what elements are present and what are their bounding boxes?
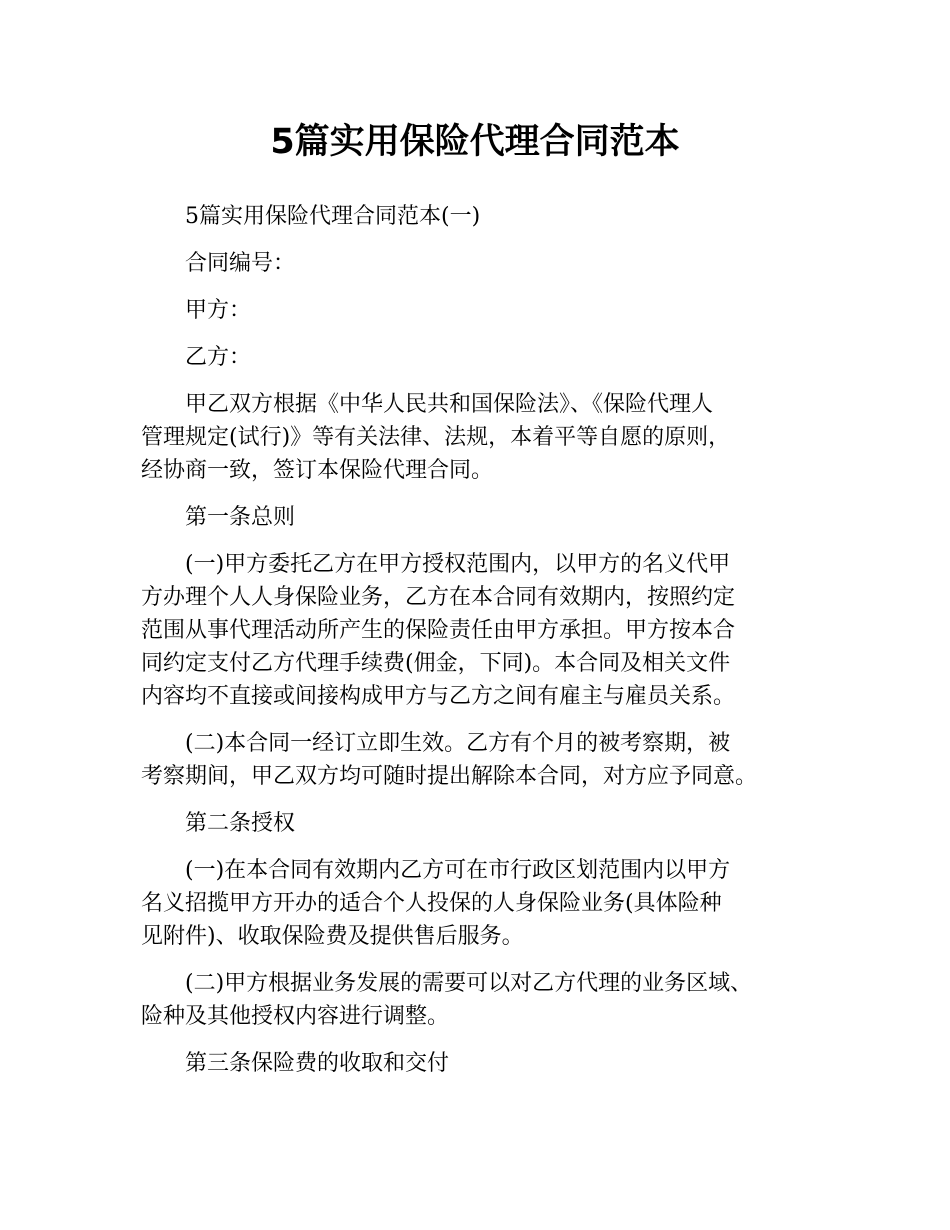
paragraph-article-1-clause-2: (二)本合同一经订立即生效。乙方有个月的被考察期，被 考察期间，甲乙双方均可随时提出解除本合同，对方应予同意。	[141, 731, 758, 789]
heading-article-1: 第一条总则	[185, 505, 296, 530]
document-body	[141, 200, 831, 1094]
paragraph-subtitle: 5篇实用保险代理合同范本(一)	[185, 204, 481, 229]
heading-article-2: 第二条授权	[185, 811, 296, 836]
heading-article-3: 第三条保险费的收取和交付	[185, 1051, 450, 1076]
paragraph-party-b: 乙方：	[185, 345, 252, 370]
paragraph-article-1-clause-1: (一)甲方委托乙方在甲方授权范围内，以甲方的名义代甲 方办理个人人身保险业务，乙方在本合同有效期内，按照约定 范围从事代理活动所产生的保险责任由甲方承担。甲方按本合 同约定支付乙方代理手续费(佣金，下同)。本合同及相关文件 内容均不直接或间接构成甲方与乙方之间有雇主与雇员关系。	[141, 552, 736, 709]
paragraph-preamble: 甲乙双方根据《中华人民共和国保险法》、《保险代理人 管理规定(试行)》等有关法律、法规，本着平等自愿的原则， 经协商一致，签订本保险代理合同。	[141, 392, 731, 483]
paragraph-article-2-clause-1: (一)在本合同有效期内乙方可在市行政区划范围内以甲方 名义招揽甲方开办的适合个人投保的人身保险业务(具体险种 见附件)、收取保险费及提供售后服务。	[141, 858, 731, 949]
paragraph-contract-number: 合同编号：	[185, 251, 296, 276]
paragraph-party-a: 甲方：	[185, 298, 252, 323]
paragraph-article-2-clause-2: (二)甲方根据业务发展的需要可以对乙方代理的业务区域、 险种及其他授权内容进行调整。	[141, 971, 753, 1029]
document-title: 5篇实用保险代理合同范本	[270, 122, 680, 162]
